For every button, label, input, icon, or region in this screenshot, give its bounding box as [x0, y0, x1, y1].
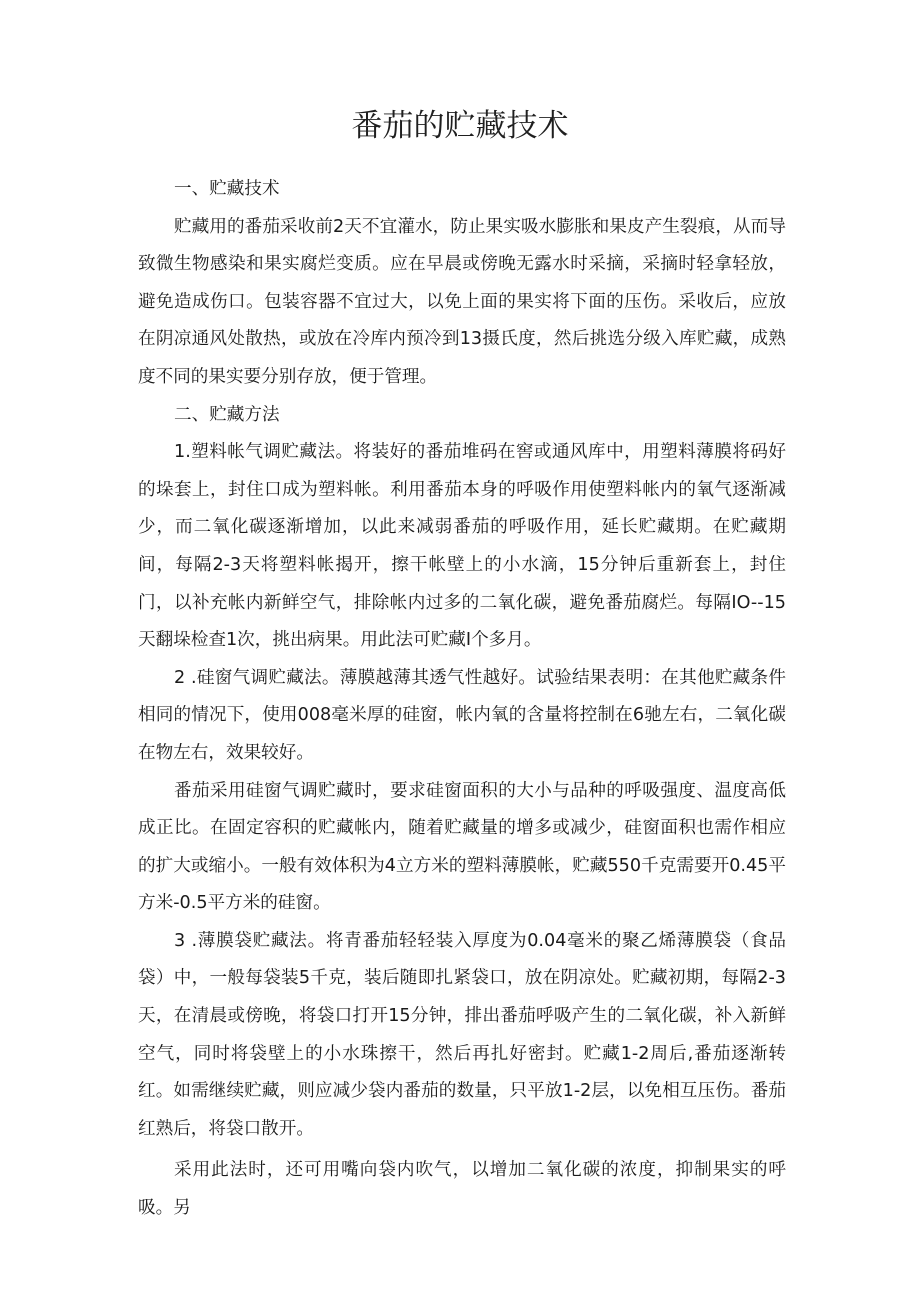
page-title: 番茄的贮藏技术 [351, 108, 569, 144]
section-heading-storage-methods: 二、贮藏方法 [174, 404, 280, 425]
paragraph-film-bag-note: 采用此法时，还可用嘴向袋内吹气，以增加二氧化碳的浓度，抑制果实的呼吸。另 [138, 1160, 786, 1219]
paragraph-silicon-window-details: 番茄采用硅窗气调贮藏时，要求硅窗面积的大小与品种的呼吸强度、温度高低成正比。在固定容积的贮藏帐内，随着贮藏量的增多或减少，硅窗面积也需作相应的扩大或缩小。一般有效体积为4立方米的塑料薄膜帐，贮藏550千克需要开0.45平方米-0.5平方米的硅窗。 [138, 780, 786, 914]
paragraph-silicon-window-method: 2 .硅窗气调贮藏法。薄膜越薄其透气性越好。试验结果表明：在其他贮藏条件相同的情况下，使用008毫米厚的硅窗，帐内氧的含量将控制在6驰左右，二氧化碳在物左右，效果较好。 [138, 667, 786, 763]
paragraph-plastic-tent-method: 1.塑料帐气调贮藏法。将装好的番茄堆码在窖或通风库中，用塑料薄膜将码好的垛套上，封住口成为塑料帐。利用番茄本身的呼吸作用使塑料帐内的氧气逐渐减少，而二氧化碳逐渐增加，以此来减弱番茄的呼吸作用，延长贮藏期。在贮藏期间，每隔2-3天将塑料帐揭开，擦干帐壁上的小水滴，15分钟后重新套上，封住门，以补充帐内新鲜空气，排除帐内过多的二氧化碳，避免番茄腐烂。每隔IO--15天翻垛检查1次，挑出病果。用此法可贮藏I个多月。 [138, 442, 786, 651]
paragraph-film-bag-method: 3 .薄膜袋贮藏法。将青番茄轻轻装入厚度为0.04毫米的聚乙烯薄膜袋（食品袋）中，一般每袋装5千克，装后随即扎紧袋口，放在阴凉处。贮藏初期，每隔2-3天，在清晨或傍晚，将袋口打开15分钟，排出番茄呼吸产生的二氧化碳，补入新鲜空气，同时将袋壁上的小水珠擦干，然后再扎好密封。贮藏1-2周后,番茄逐渐转红。如需继续贮藏，则应减少袋内番茄的数量，只平放1-2层，以免相互压伤。番茄红熟后，将袋口散开。 [138, 930, 786, 1139]
document-body [138, 171, 786, 1228]
paragraph-harvest-guidelines: 贮藏用的番茄采收前2天不宜灌水，防止果实吸水膨胀和果皮产生裂痕，从而导致微生物感染和果实腐烂变质。应在早晨或傍晚无露水时采摘，采摘时轻拿轻放，避免造成伤口。包装容器不宜过大，以免上面的果实将下面的压伤。采收后，应放在阴凉通风处散热，或放在冷库内预冷到13摄氏度，然后挑选分级入库贮藏，成熟度不同的果实要分别存放，便于管理。 [138, 216, 786, 387]
section-heading-storage-technique: 一、贮藏技术 [174, 179, 280, 199]
